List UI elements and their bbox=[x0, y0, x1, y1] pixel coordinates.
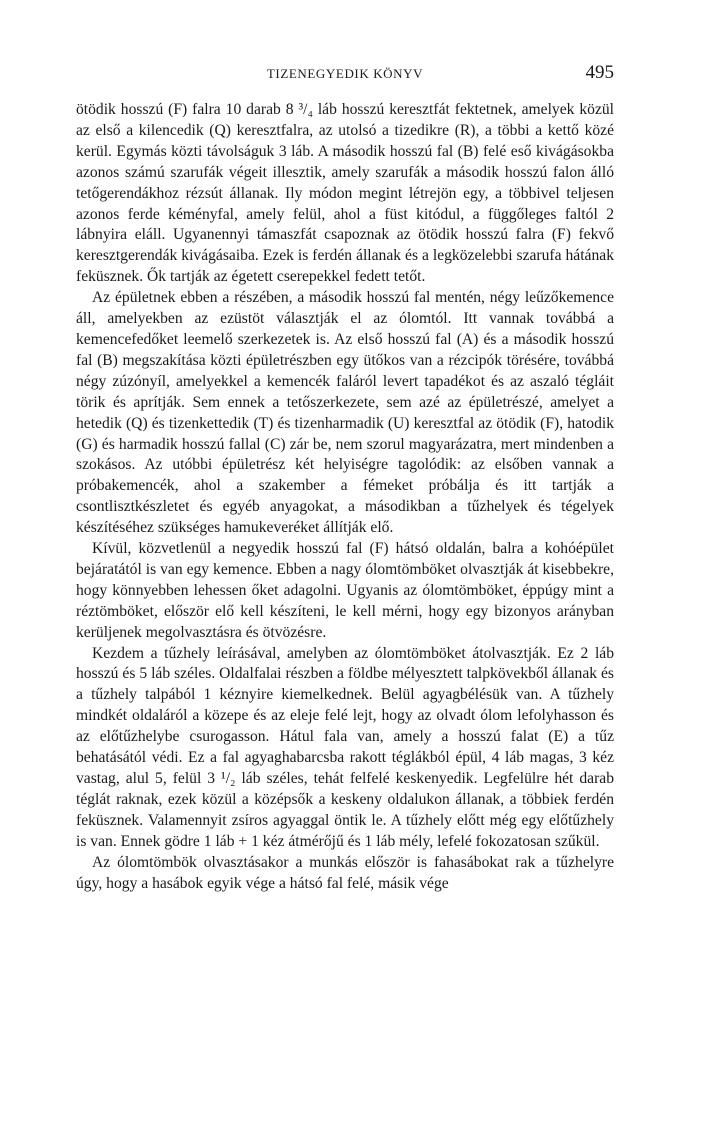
body-text bbox=[76, 100, 614, 894]
page-header bbox=[76, 62, 614, 86]
paragraph-4: Kezdem a tűzhely leírásával, amelyben az ólomtömböket átolvasztják. Ez 2 láb hosszú és 5 láb széles. Oldalfalai részben a földbe mélyesztett talpkövekből állanak és a tűzhely talpából 1 kéznyire kiemelkednek. Belül agyagbélésük van. A tűzhely mindkét oldaláról a közepe és az eleje felé lejt, hogy az olvadt ólom lefolyhasson és az előtűzhelybe csurogasson. Hátul fala van, amely a hosszú falat (E) a tűz behatásától védi. Ez a fal agyaghabarcsba rakott téglákból épül, 4 láb magas, 3 kéz vastag, alul 5, felül 3 ¹/₂ láb széles, tehát felfelé keskenyedik. Legfelülre hét darab téglát raknak, ezek közül a középsők a keskeny oldalukon állanak, a többiek ferdén feküsznek. Valamennyit zsíros agyaggal öntik le. A tűzhely előtt még egy előtűzhely is van. Ennek gödre 1 láb + 1 kéz átmérőjű és 1 láb mély, lefelé fokozatosan szűkül. bbox=[76, 644, 614, 850]
paragraph-1: ötödik hosszú (F) falra 10 darab 8 ³/₄ láb hosszú keresztfát fektetnek, amelyek közül az első a kilencedik (Q) keresztfalra, az utolsó a tizedikre (R), a többi a kettő közé kerül. Egymás közti távolságuk 3 láb. A második hosszú fal (B) felé eső kivágásokba azonos számú szarufák végeit illesztik, amely szarufák a második hosszú falon álló tetőgerendákhoz rézsút állanak. Ily módon megint létrejön egy, a többivel teljesen azonos ferde kéményfal, amely felül, ahol a füst kitódul, a függőleges faltól 2 lábnyira eláll. Ugyanennyi támaszfát csapoznak az ötödik hosszú falra (F) fekvő keresztgerendák kivágásaiba. Ezek is ferdén állanak és a legközelebbi szarufa hátának feküsznek. Ők tartják az égetett cserepekkel fedett tetőt. bbox=[76, 101, 614, 286]
running-title: TIZENEGYEDIK KÖNYV bbox=[266, 66, 424, 81]
paragraph-2: Az épületnek ebben a részében, a második hosszú fal mentén, négy leűzőkemence áll, amelyekben az ezüstöt választják el az ólomtól. Itt vannak továbbá a kemencefedőket leemelő szerkezetek is. Az első hosszú fal (A) és a második hosszú fal (B) megszakítása közti épületrészben egy ütőkos van a rézcipók törésére, továbbá négy zúzónyíl, amelyekkel a kemencék faláról levert tapadékot és az aszaló tégláit törik és aprítják. Sem ennek a tetőszerkezete, sem azé az épületrészé, amelyet a hetedik (Q) és tizenkettedik (T) és tizenharmadik (U) keresztfal az ötödik (F), hatodik (G) és harmadik hosszú fallal (C) zár be, nem szorul magyarázatra, mert mindenben a szokásos. Az utóbbi épületrész két helyiségre tagolódik: az elsőben vannak a próbakemencék, ahol a szakember a fémeket próbálja és itt tartják a csontlisztkészletet és egyéb anyagokat, a másodikban a tűzhelyek és tégelyek készítéséhez szükséges hamukeveréket állítják elő. bbox=[76, 289, 614, 537]
book-page bbox=[76, 0, 614, 1126]
paragraph-5: Az ólomtömbök olvasztásakor a munkás először is fahasábokat rak a tűzhelyre úgy, hogy a hasábok egyik vége a hátsó fal felé, másik vége bbox=[76, 853, 614, 892]
page-number: 495 bbox=[585, 62, 614, 83]
paragraph-3: Kívül, közvetlenül a negyedik hosszú fal (F) hátsó oldalán, balra a kohóépület bejáratától is van egy kemence. Ebben a nagy ólomtömböket olvasztják át kisebbekre, hogy könnyebben lehessen őket adagolni. Ugyanis az ólomtömböket, éppúgy mint a réztömböket, először elő kell készíteni, le kell mérni, hogy egy bizonyos arányban kerüljenek megolvasztásra és ötvözésre. bbox=[76, 540, 614, 641]
